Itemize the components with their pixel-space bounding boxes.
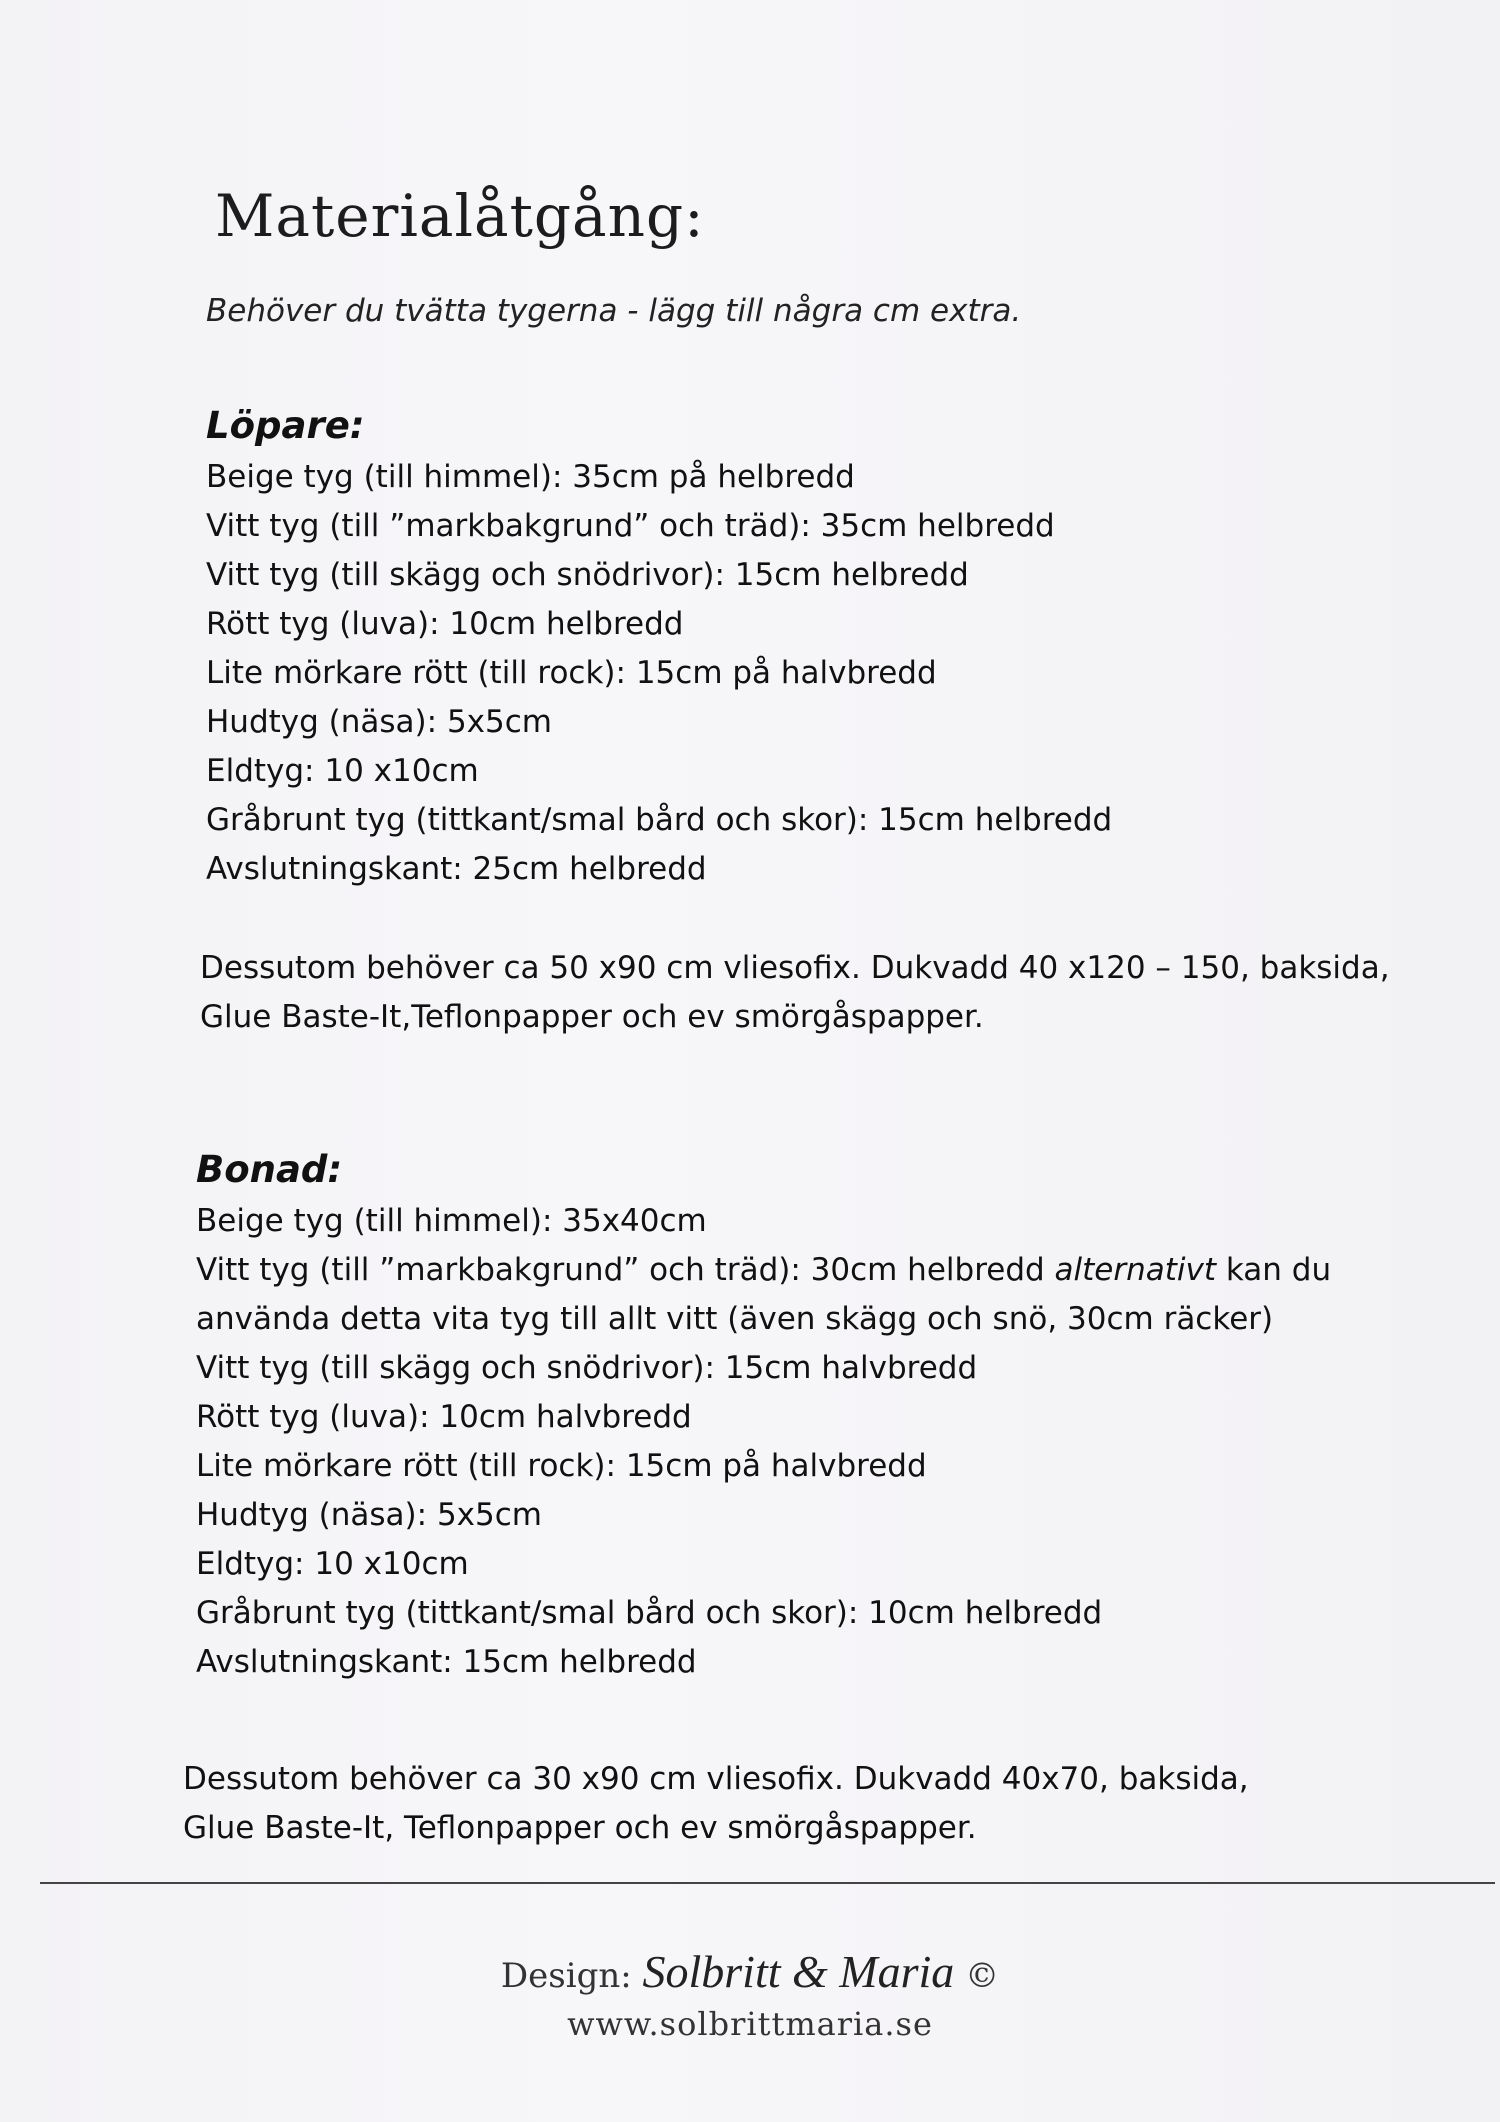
footer-divider xyxy=(40,1882,1495,1884)
material-item: Avslutningskant: 15cm helbredd xyxy=(196,1644,697,1680)
material-item: Hudtyg (näsa): 5x5cm xyxy=(196,1497,542,1533)
bonad-note xyxy=(183,1755,1249,1853)
note-line: Glue Baste-It, Teflonpapper och ev smörgåspapper. xyxy=(183,1810,977,1846)
material-item-continuation: använda detta vita tyg till allt vitt (även skägg och snö, 30cm räcker) xyxy=(196,1301,1274,1337)
design-credit xyxy=(0,1945,1500,1998)
material-item: Gråbrunt tyg (tittkant/smal bård och skor): 10cm helbredd xyxy=(196,1595,1103,1631)
material-item: Rött tyg (luva): 10cm halvbredd xyxy=(196,1399,692,1435)
material-item: Eldtyg: 10 x10cm xyxy=(196,1546,469,1582)
item-text: Vitt tyg (till ”markbakgrund” och träd): 30cm helbredd xyxy=(196,1252,1055,1288)
material-item: Hudtyg (näsa): 5x5cm xyxy=(206,704,552,740)
designer-signature: Solbritt & Maria xyxy=(642,1946,955,1997)
alternative-word: alternativt xyxy=(1054,1252,1217,1288)
material-item: Beige tyg (till himmel): 35cm på helbredd xyxy=(206,459,855,495)
material-item: Vitt tyg (till skägg och snödrivor): 15cm halvbredd xyxy=(196,1350,978,1386)
note-line: Glue Baste-It,Teflonpapper och ev smörgåspapper. xyxy=(200,999,984,1035)
material-item: Lite mörkare rött (till rock): 15cm på halvbredd xyxy=(206,655,937,691)
material-item: Rött tyg (luva): 10cm helbredd xyxy=(206,606,684,642)
material-item: Eldtyg: 10 x10cm xyxy=(206,753,479,789)
material-item xyxy=(196,1246,1331,1295)
design-label: Design: xyxy=(500,1956,632,1996)
note-line: Dessutom behöver ca 30 x90 cm vliesofix. Dukvadd 40x70, baksida, xyxy=(183,1761,1249,1797)
website-url: www.solbrittmaria.se xyxy=(567,2005,933,2043)
lopare-section xyxy=(206,404,1112,894)
page-title: Materialåtgång: xyxy=(215,182,705,250)
lopare-heading: Löpare: xyxy=(206,404,365,447)
material-item: Lite mörkare rött (till rock): 15cm på halvbredd xyxy=(196,1448,927,1484)
bonad-heading: Bonad: xyxy=(196,1148,343,1191)
material-item: Gråbrunt tyg (tittkant/smal bård och skor): 15cm helbredd xyxy=(206,802,1113,838)
note-line: Dessutom behöver ca 50 x90 cm vliesofix. Dukvadd 40 x120 – 150, baksida, xyxy=(200,950,1390,986)
material-item: Avslutningskant: 25cm helbredd xyxy=(206,851,707,887)
intro-text: Behöver du tvätta tygerna - lägg till några cm extra. xyxy=(206,293,1022,329)
bonad-section xyxy=(196,1148,1331,1687)
material-item: Beige tyg (till himmel): 35x40cm xyxy=(196,1203,707,1239)
material-item: Vitt tyg (till ”markbakgrund” och träd): 35cm helbredd xyxy=(206,508,1055,544)
material-item: Vitt tyg (till skägg och snödrivor): 15cm helbredd xyxy=(206,557,969,593)
copyright-symbol: © xyxy=(965,1956,1000,1996)
item-text: kan du xyxy=(1216,1252,1332,1288)
lopare-note xyxy=(200,944,1390,1042)
